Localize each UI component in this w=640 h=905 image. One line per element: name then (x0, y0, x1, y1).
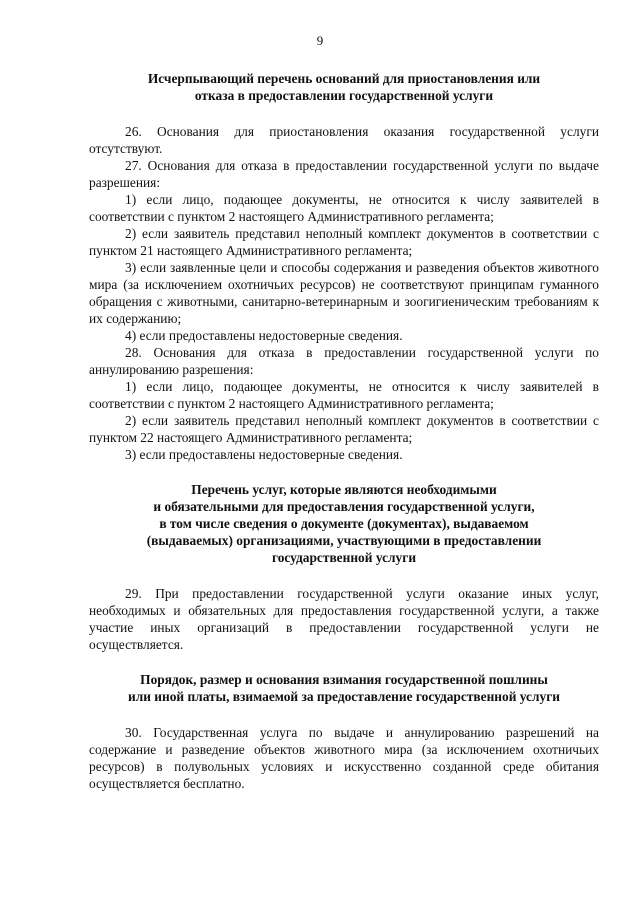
paragraph-26: 26. Основания для приостановления оказания государственной услуги отсутствуют. (89, 124, 599, 156)
heading-line: отказа в предоставлении государственной услуги (194, 88, 494, 103)
paragraph-29: 29. При предоставлении государственной услуги оказание иных услуг, необходимых и обязательных для предоставления государственной услуги, а также участие иных организаций в предоставлении государственной услуги не осуществляется. (89, 586, 599, 652)
list-item: 3) если предоставлены недостоверные сведения. (125, 447, 403, 462)
list-item: 3) если заявленные цели и способы содержания и разведения объектов животного мира (за исключением охотничьих ресурсов) не соответствуют принципам гуманного обращения с животными, санитарно-ветеринарным и зоогигиеническим требованиям к их содержанию; (89, 260, 599, 326)
heading-line: (выдаваемых) организациями, участвующими в предоставлении (146, 533, 542, 548)
heading-line: Порядок, размер и основания взимания государственной пошлины (140, 672, 548, 687)
section-heading-required-services (89, 481, 599, 566)
list-item: 1) если лицо, подающее документы, не относится к числу заявителей в соответствии с пунктом 2 настоящего Административного регламента; (89, 379, 599, 411)
paragraph-30: 30. Государственная услуга по выдаче и аннулированию разрешений на содержание и разведение объектов животного мира (за исключением охотничьих ресурсов) в полувольных условиях и искусственно созданной среде обитания осуществляется бесплатно. (89, 725, 599, 791)
heading-line: или иной платы, взимаемой за предоставление государственной услуги (127, 689, 560, 704)
section-heading-state-fee (89, 671, 599, 705)
heading-line: государственной услуги (271, 550, 417, 565)
paragraph-28: 28. Основания для отказа в предоставлении государственной услуги по аннулированию разрешения: (89, 345, 599, 377)
list-item: 2) если заявитель представил неполный комплект документов в соответствии с пунктом 22 настоящего Административного регламента; (89, 413, 599, 445)
heading-line: и обязательными для предоставления государственной услуги, (153, 499, 535, 514)
heading-line: Исчерпывающий перечень оснований для приостановления или (147, 71, 541, 86)
heading-line: Перечень услуг, которые являются необходимыми (191, 482, 497, 497)
list-item: 4) если предоставлены недостоверные сведения. (125, 328, 403, 343)
page-number: 9 (316, 33, 324, 48)
heading-line: в том числе сведения о документе (документах), выдаваемом (159, 516, 529, 531)
list-item: 2) если заявитель представил неполный комплект документов в соответствии с пунктом 21 настоящего Административного регламента; (89, 226, 599, 258)
paragraph-27: 27. Основания для отказа в предоставлении государственной услуги по выдаче разрешения: (89, 158, 599, 190)
section-heading-grounds-for-refusal (89, 70, 599, 104)
list-item: 1) если лицо, подающее документы, не относится к числу заявителей в соответствии с пунктом 2 настоящего Административного регламента; (89, 192, 599, 224)
document-body (89, 70, 599, 792)
